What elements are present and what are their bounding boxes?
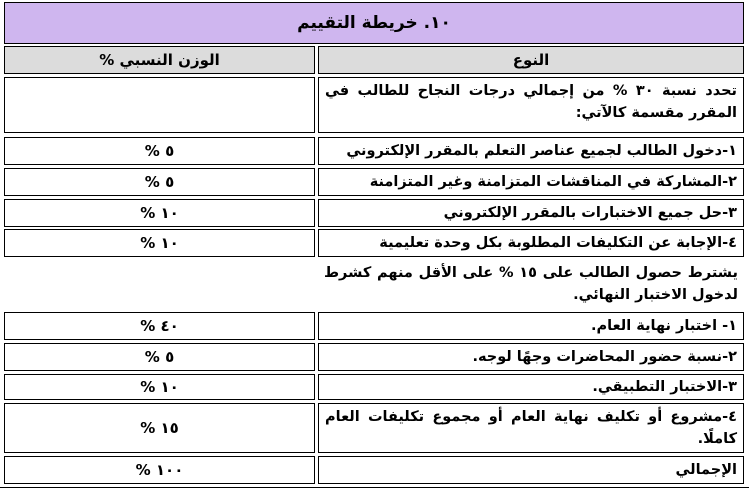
total-label: الإجمالي	[318, 456, 744, 484]
assessment-label: ٣-الاختبار التطبيقي.	[318, 374, 744, 400]
intro-text-1: تحدد نسبة ٣٠ % من إجمالي درجات النجاح للطالب في المقرر مقسمة كالآتي:	[318, 77, 744, 133]
intro-text-2: يشترط حصول الطالب على ١٥ % على الأقل منهم كشرط لدخول الاختبار النهائي.	[324, 265, 738, 303]
assessment-weight: ١٠ %	[4, 374, 315, 400]
assessment-label: ١- اختبار نهاية العام.	[318, 312, 744, 340]
assessment-label: ٤-مشروع أو تكليف نهاية العام أو مجموع تكليفات العام كاملًا.	[318, 403, 744, 453]
criterion-label: ٢-المشاركة في المناقشات المتزامنة وغير المتزامنة	[318, 168, 744, 196]
total-weight: ١٠٠ %	[4, 456, 315, 484]
criterion-label: ٤-الإجابة عن التكليفات المطلوبة بكل وحدة تعليمية	[318, 229, 744, 257]
intro-weight-empty	[4, 77, 315, 133]
criterion-weight: ٥ %	[4, 168, 315, 196]
criterion-weight: ٥ %	[4, 137, 315, 165]
criterion-label: ٣-حل جميع الاختبارات بالمقرر الإلكتروني	[318, 199, 744, 227]
header-weight: الوزن النسبي %	[4, 46, 315, 74]
header-type: النوع	[318, 46, 744, 74]
criterion-weight: ١٠ %	[4, 229, 315, 257]
assessment-weight: ١٥ %	[4, 403, 315, 453]
criterion-weight: ١٠ %	[4, 199, 315, 227]
assessment-weight: ٥ %	[4, 343, 315, 371]
page-bottom-rule	[0, 487, 749, 488]
criterion-label: ١-دخول الطالب لجميع عناصر التعلم بالمقرر الإلكتروني	[318, 137, 744, 165]
assessment-weight: ٤٠ %	[4, 312, 315, 340]
assessment-label: ٢-نسبة حضور المحاضرات وجهًا لوجه.	[318, 343, 744, 371]
section-title: ١٠. خريطة التقييم	[4, 2, 744, 44]
